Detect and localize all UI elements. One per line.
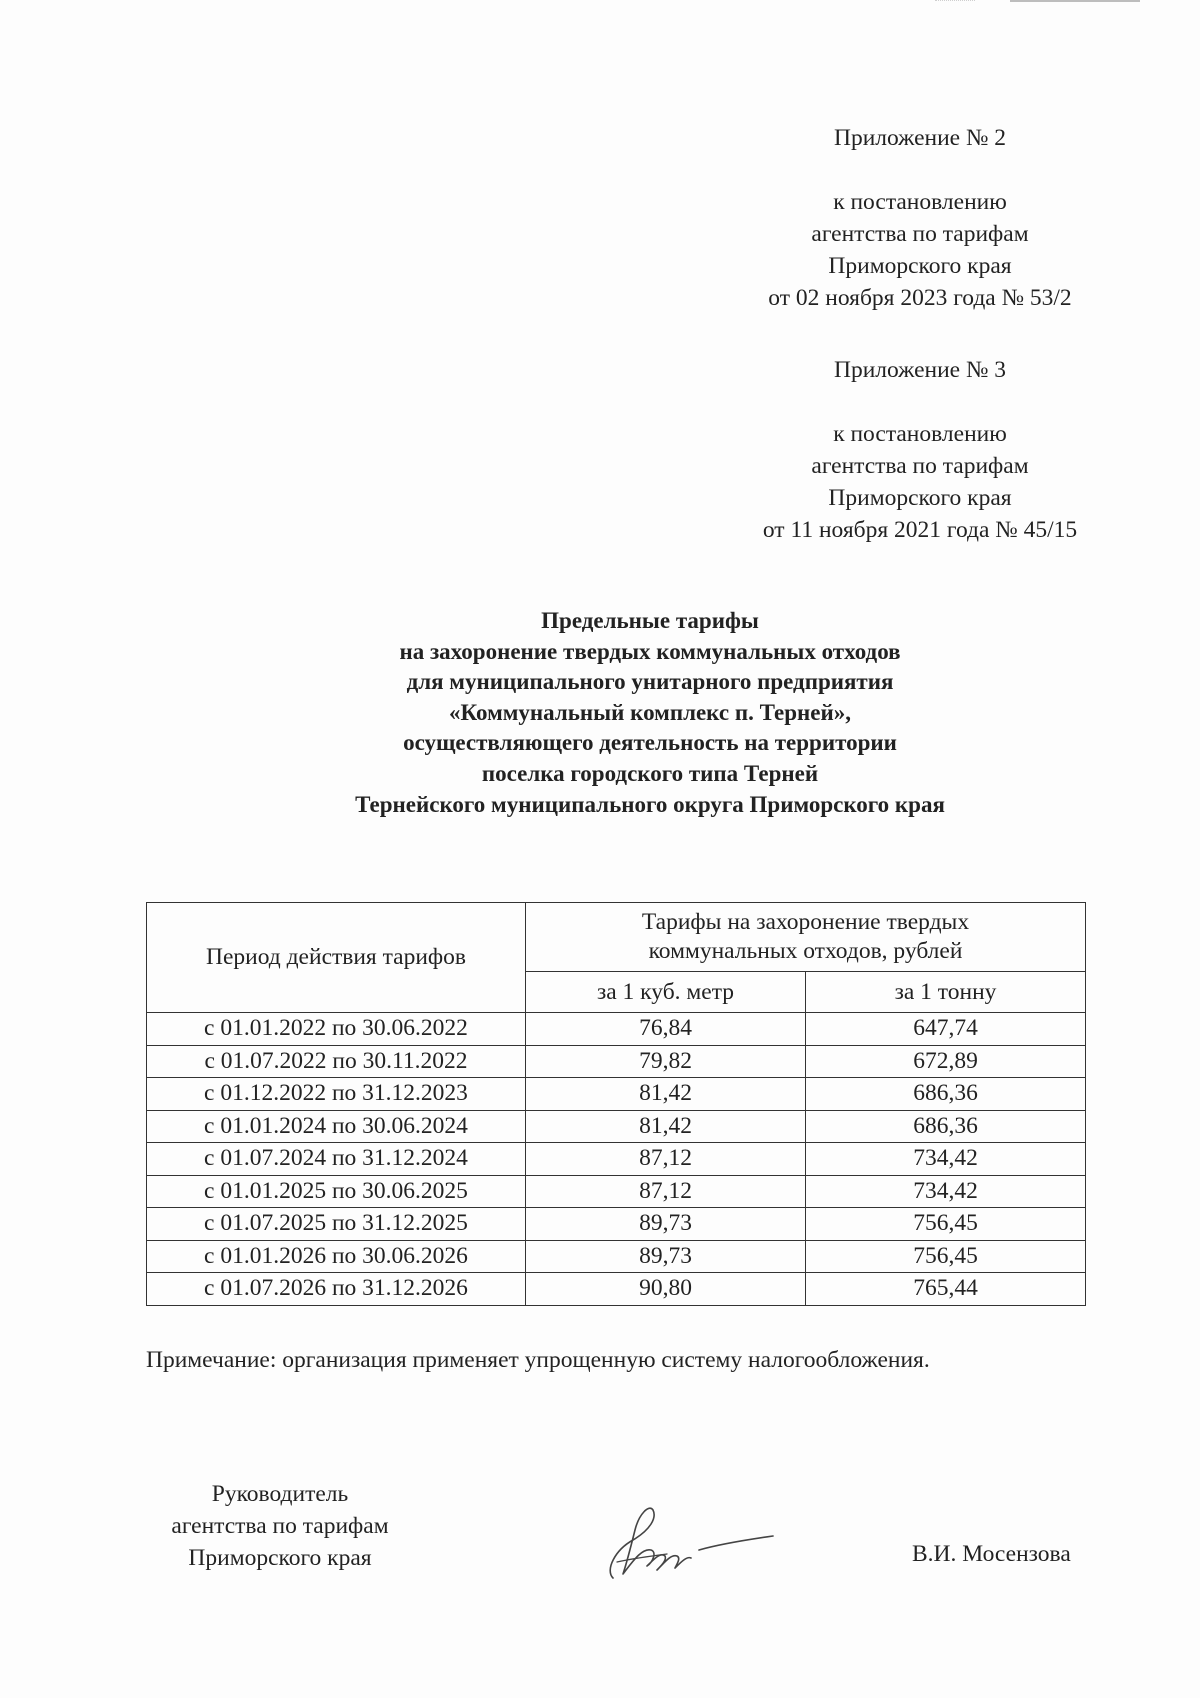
per-ton-cell: 686,36 — [806, 1110, 1086, 1143]
per-m3-cell: 81,42 — [526, 1078, 806, 1111]
table-row — [147, 1110, 1086, 1143]
appendix-block-3 — [700, 354, 1140, 546]
appendix-line: к постановлению — [833, 189, 1007, 215]
tariff-table-body — [147, 1013, 1086, 1306]
period-cell: с 01.01.2022 по 30.06.2022 — [147, 1013, 526, 1046]
period-cell: с 01.07.2024 по 31.12.2024 — [147, 1143, 526, 1176]
table-row — [147, 1175, 1086, 1208]
per-m3-cell: 87,12 — [526, 1175, 806, 1208]
period-cell: с 01.01.2025 по 30.06.2025 — [147, 1175, 526, 1208]
per-ton-cell: 672,89 — [806, 1045, 1086, 1078]
handwritten-signature — [595, 1500, 785, 1590]
period-column-header: Период действия тарифов — [147, 903, 526, 1013]
appendix-line: к постановлению — [833, 421, 1007, 447]
tariff-group-header-line: Тарифы на захоронение твердых — [641, 909, 970, 935]
signer-position-line: Приморского края — [188, 1545, 372, 1571]
appendix-line: агентства по тарифам — [811, 221, 1029, 247]
title-line: для муниципального унитарного предприятия — [406, 669, 894, 695]
appendix-line: Приморского края — [828, 485, 1012, 511]
tariff-group-header-line: коммунальных отходов, рублей — [648, 938, 963, 964]
tariff-group-header — [526, 903, 1086, 972]
per-m3-cell: 76,84 — [526, 1013, 806, 1046]
tax-note: Примечание: организация применяет упрощенную систему налогообложения. — [146, 1347, 930, 1373]
title-line: на захоронение твердых коммунальных отходов — [399, 638, 901, 664]
signer-position-line: Руководитель — [211, 1481, 349, 1507]
table-row — [147, 1078, 1086, 1111]
table-row — [147, 1273, 1086, 1306]
period-cell: с 01.07.2026 по 31.12.2026 — [147, 1273, 526, 1306]
period-cell: с 01.01.2024 по 30.06.2024 — [147, 1110, 526, 1143]
per-ton-cell: 756,45 — [806, 1208, 1086, 1241]
title-line: «Коммунальный комплекс п. Терней», — [448, 699, 852, 725]
per-m3-cell: 89,73 — [526, 1208, 806, 1241]
per-m3-column-header: за 1 куб. метр — [526, 972, 806, 1013]
period-cell: с 01.01.2026 по 30.06.2026 — [147, 1240, 526, 1273]
title-line: осуществляющего деятельность на территории — [403, 730, 897, 756]
per-m3-cell: 87,12 — [526, 1143, 806, 1176]
signer-position-line: агентства по тарифам — [171, 1513, 389, 1539]
title-line: Предельные тарифы — [541, 608, 759, 633]
table-row — [147, 1208, 1086, 1241]
table-row — [147, 1240, 1086, 1273]
scan-edge-mark — [1010, 0, 1140, 2]
appendix-title: Приложение № 2 — [833, 125, 1007, 151]
signer-name: В.И. Мосензова — [912, 1541, 1071, 1567]
appendix-block-2 — [700, 122, 1140, 314]
appendix-line: от 11 ноября 2021 года № 45/15 — [762, 517, 1078, 543]
per-ton-cell: 756,45 — [806, 1240, 1086, 1273]
per-m3-cell: 81,42 — [526, 1110, 806, 1143]
title-line: поселка городского типа Терней — [481, 760, 819, 786]
per-ton-column-header: за 1 тонну — [806, 972, 1086, 1013]
per-m3-cell: 89,73 — [526, 1240, 806, 1273]
appendix-line: от 02 ноября 2023 года № 53/2 — [768, 285, 1072, 311]
appendix-line: Приморского края — [828, 253, 1012, 279]
period-cell: с 01.07.2022 по 30.11.2022 — [147, 1045, 526, 1078]
per-ton-cell: 686,36 — [806, 1078, 1086, 1111]
scan-dots-mark — [935, 0, 975, 3]
table-row — [147, 1143, 1086, 1176]
title-line: Тернейского муниципального округа Приморского края — [355, 791, 945, 817]
period-cell: с 01.07.2025 по 31.12.2025 — [147, 1208, 526, 1241]
signer-position — [140, 1478, 420, 1574]
document-title — [150, 606, 1150, 820]
table-row — [147, 1045, 1086, 1078]
per-ton-cell: 765,44 — [806, 1273, 1086, 1306]
appendix-line: агентства по тарифам — [811, 453, 1029, 479]
per-m3-cell: 79,82 — [526, 1045, 806, 1078]
period-cell: с 01.12.2022 по 31.12.2023 — [147, 1078, 526, 1111]
tariff-table — [146, 902, 1086, 1306]
per-m3-cell: 90,80 — [526, 1273, 806, 1306]
per-ton-cell: 647,74 — [806, 1013, 1086, 1046]
per-ton-cell: 734,42 — [806, 1143, 1086, 1176]
per-ton-cell: 734,42 — [806, 1175, 1086, 1208]
table-row — [147, 1013, 1086, 1046]
appendix-title: Приложение № 3 — [833, 357, 1007, 383]
